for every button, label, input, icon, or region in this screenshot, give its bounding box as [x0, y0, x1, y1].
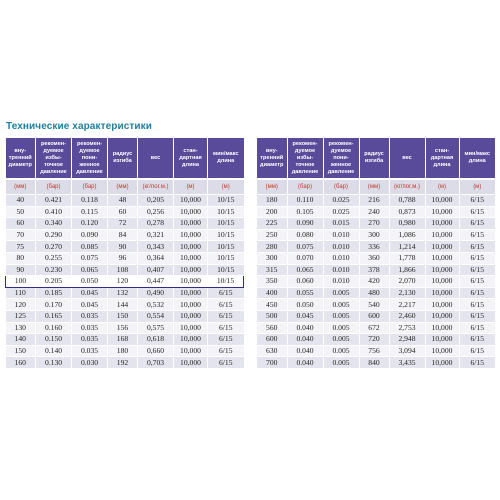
- table-cell: 0.010: [323, 264, 359, 276]
- table-cell: 300: [359, 229, 389, 241]
- unit-cell: (бар): [287, 179, 323, 195]
- table-cell: 480: [359, 287, 389, 299]
- table-cell: 360: [359, 252, 389, 264]
- unit-cell: (м): [459, 179, 495, 195]
- table-row: [6, 218, 244, 230]
- table-row: [6, 252, 244, 264]
- table-row: [6, 345, 244, 357]
- table-cell: 10,000: [174, 218, 208, 230]
- table-row: [6, 264, 244, 276]
- table-row: [257, 206, 495, 218]
- table-cell: 6/15: [208, 357, 244, 369]
- table-cell: 10,000: [174, 264, 208, 276]
- unit-cell: (бар): [36, 179, 72, 195]
- table-cell: 180: [108, 345, 138, 357]
- column-header: радиус изгиба: [359, 138, 389, 179]
- table-row: [6, 241, 244, 253]
- column-header: вес: [138, 138, 174, 179]
- table-row: [6, 299, 244, 311]
- table-cell: 700: [257, 357, 287, 369]
- table-cell: 0,554: [138, 310, 174, 322]
- table-cell: 0,660: [138, 345, 174, 357]
- table-cell: 150: [6, 345, 36, 357]
- table-cell: 0.035: [72, 322, 108, 334]
- table-cell: 168: [108, 334, 138, 346]
- table-cell: 10,000: [174, 334, 208, 346]
- table-cell: 80: [6, 252, 36, 264]
- table-cell: 672: [359, 322, 389, 334]
- table-cell: 0.160: [36, 322, 72, 334]
- table-cell: 100: [6, 276, 36, 288]
- table-cell: 10,000: [425, 206, 459, 218]
- table-cell: 0.080: [287, 229, 323, 241]
- table-row: [257, 357, 495, 369]
- unit-cell: (м): [425, 179, 459, 195]
- table-cell: 0,447: [138, 276, 174, 288]
- table-row: [6, 287, 244, 299]
- table-cell: 6/15: [459, 229, 495, 241]
- table-cell: 0.010: [323, 252, 359, 264]
- column-header: рекомен- дуемое избы- точное давление: [36, 138, 72, 179]
- table-cell: 250: [257, 229, 287, 241]
- table-cell: 350: [257, 276, 287, 288]
- table-cell: 10,000: [174, 345, 208, 357]
- table-cell: 10,000: [174, 229, 208, 241]
- table-cell: 200: [257, 206, 287, 218]
- table-row-highlighted: [6, 276, 244, 288]
- table-cell: 0.170: [36, 299, 72, 311]
- table-cell: 0,980: [389, 218, 425, 230]
- table-cell: 756: [359, 345, 389, 357]
- table-cell: 48: [108, 195, 138, 207]
- table-cell: 336: [359, 241, 389, 253]
- table-cell: 0.115: [72, 206, 108, 218]
- table-cell: 3,094: [389, 345, 425, 357]
- table-cell: 1,214: [389, 241, 425, 253]
- table-cell: 0,703: [138, 357, 174, 369]
- table-cell: 0.205: [36, 276, 72, 288]
- table-cell: 110: [6, 287, 36, 299]
- table-row: [257, 218, 495, 230]
- table-cell: 6/15: [459, 334, 495, 346]
- table-cell: 2,130: [389, 287, 425, 299]
- table-cell: 216: [359, 195, 389, 207]
- table-cell: 160: [6, 357, 36, 369]
- table-cell: 0,618: [138, 334, 174, 346]
- table-cell: 6/15: [459, 276, 495, 288]
- table-cell: 0.015: [323, 218, 359, 230]
- table-cell: 180: [257, 195, 287, 207]
- table-cell: 6/15: [208, 334, 244, 346]
- table-cell: 10,000: [174, 195, 208, 207]
- table-cell: 450: [257, 299, 287, 311]
- table-cell: 84: [108, 229, 138, 241]
- table-cell: 0,532: [138, 299, 174, 311]
- table-cell: 60: [6, 218, 36, 230]
- table-cell: 378: [359, 264, 389, 276]
- table-cell: 10,000: [174, 310, 208, 322]
- table-cell: 90: [108, 241, 138, 253]
- table-cell: 1,866: [389, 264, 425, 276]
- table-cell: 0.065: [72, 264, 108, 276]
- table-cell: 6/15: [459, 206, 495, 218]
- table-row: [257, 345, 495, 357]
- table-cell: 0.140: [36, 345, 72, 357]
- table-row: [6, 310, 244, 322]
- table-cell: 6/15: [459, 252, 495, 264]
- table-cell: 0,873: [389, 206, 425, 218]
- table-cell: 6/15: [459, 299, 495, 311]
- table-cell: 0.005: [323, 357, 359, 369]
- table-cell: 10,000: [174, 206, 208, 218]
- table-cell: 10,000: [174, 299, 208, 311]
- table-cell: 10,000: [174, 241, 208, 253]
- table-cell: 0.118: [72, 195, 108, 207]
- table-cell: 300: [257, 252, 287, 264]
- table-header-row: [6, 138, 244, 179]
- table-cell: 0.055: [287, 287, 323, 299]
- table-cell: 0.040: [287, 334, 323, 346]
- unit-cell: (кг/пог.м.): [389, 179, 425, 195]
- table-cell: 10,000: [174, 252, 208, 264]
- table-cell: 90: [6, 264, 36, 276]
- table-cell: 120: [6, 299, 36, 311]
- table-cell: 10/15: [208, 206, 244, 218]
- column-header: рекомен- дуемое пони- женное давление: [323, 138, 359, 179]
- column-header: радиус изгиба: [108, 138, 138, 179]
- table-cell: 0.035: [72, 345, 108, 357]
- table-cell: 600: [359, 310, 389, 322]
- table-row: [257, 264, 495, 276]
- table-cell: 6/15: [208, 345, 244, 357]
- table-cell: 10,000: [174, 276, 208, 288]
- table-cell: 0,205: [138, 195, 174, 207]
- table-cell: 2,070: [389, 276, 425, 288]
- table-cell: 400: [257, 287, 287, 299]
- column-header: вну- тренний диаметр: [6, 138, 36, 179]
- table-cell: 560: [257, 322, 287, 334]
- table-cell: 10/15: [208, 241, 244, 253]
- table-row: [6, 206, 244, 218]
- table-cell: 60: [108, 206, 138, 218]
- table-cell: 10/15: [208, 252, 244, 264]
- table-cell: 0,278: [138, 218, 174, 230]
- table-cell: 144: [108, 299, 138, 311]
- table-cell: 10/15: [208, 195, 244, 207]
- table-cell: 125: [6, 310, 36, 322]
- table-row: [257, 229, 495, 241]
- table-cell: 0.185: [36, 287, 72, 299]
- table-cell: 0.421: [36, 195, 72, 207]
- table-cell: 10,000: [425, 357, 459, 369]
- column-header: стан- дартная длина: [174, 138, 208, 179]
- unit-cell: (мм): [108, 179, 138, 195]
- table-cell: 0.070: [287, 252, 323, 264]
- table-cell: 132: [108, 287, 138, 299]
- table-cell: 10,000: [425, 322, 459, 334]
- table-cell: 0.010: [323, 229, 359, 241]
- table-cell: 2,217: [389, 299, 425, 311]
- table-cell: 0.290: [36, 229, 72, 241]
- specs-table-left: [5, 138, 244, 369]
- table-row: [6, 334, 244, 346]
- table-cell: 0.040: [287, 345, 323, 357]
- table-cell: 0.005: [323, 334, 359, 346]
- page-title: Технические характеристики: [6, 121, 152, 132]
- table-cell: 0,788: [389, 195, 425, 207]
- table-row: [257, 195, 495, 207]
- table-cell: 108: [108, 264, 138, 276]
- table-cell: 0.045: [72, 299, 108, 311]
- table-cell: 0.105: [287, 206, 323, 218]
- table-cell: 6/15: [459, 287, 495, 299]
- table-cell: 10,000: [425, 287, 459, 299]
- table-cell: 6/15: [459, 218, 495, 230]
- table-cell: 6/15: [459, 310, 495, 322]
- table-cell: 0.130: [36, 357, 72, 369]
- table-cell: 6/15: [459, 357, 495, 369]
- table-row: [257, 241, 495, 253]
- table-cell: 0.110: [287, 195, 323, 207]
- table-cell: 10,000: [425, 195, 459, 207]
- column-header: вну- тренний диаметр: [257, 138, 287, 179]
- unit-cell: (м): [208, 179, 244, 195]
- table-cell: 1,778: [389, 252, 425, 264]
- table-cell: 0.005: [323, 299, 359, 311]
- table-cell: 225: [257, 218, 287, 230]
- table-cell: 540: [359, 299, 389, 311]
- table-cell: 0.230: [36, 264, 72, 276]
- table-cell: 500: [257, 310, 287, 322]
- table-row: [6, 229, 244, 241]
- table-cell: 0.065: [287, 264, 323, 276]
- table-row: [257, 334, 495, 346]
- table-cell: 10/15: [208, 264, 244, 276]
- table-row: [257, 287, 495, 299]
- table-row: [257, 310, 495, 322]
- table-cell: 1,086: [389, 229, 425, 241]
- table-header-row: [257, 138, 495, 179]
- column-header: мин/макс длина: [459, 138, 495, 179]
- table-cell: 240: [359, 206, 389, 218]
- table-cell: 140: [6, 334, 36, 346]
- table-row: [6, 195, 244, 207]
- table-cell: 0.045: [287, 310, 323, 322]
- unit-cell: (кг/пог.м.): [138, 179, 174, 195]
- table-cell: 420: [359, 276, 389, 288]
- unit-cell: (м): [174, 179, 208, 195]
- table-cell: 0.090: [287, 218, 323, 230]
- table-cell: 10,000: [425, 276, 459, 288]
- table-cell: 0.045: [72, 287, 108, 299]
- table-cell: 6/15: [459, 264, 495, 276]
- table-cell: 10,000: [425, 218, 459, 230]
- table-row: [257, 322, 495, 334]
- table-cell: 96: [108, 252, 138, 264]
- table-cell: 0,343: [138, 241, 174, 253]
- table-cell: 10,000: [174, 287, 208, 299]
- table-cell: 75: [6, 241, 36, 253]
- table-cell: 0.050: [72, 276, 108, 288]
- table-cell: 10,000: [425, 310, 459, 322]
- table-cell: 0.040: [287, 357, 323, 369]
- table-cell: 0.010: [323, 241, 359, 253]
- table-cell: 0.040: [287, 322, 323, 334]
- table-cell: 600: [257, 334, 287, 346]
- table-cell: 0,256: [138, 206, 174, 218]
- units-row: [6, 179, 244, 195]
- table-cell: 2,948: [389, 334, 425, 346]
- table-cell: 0.005: [323, 322, 359, 334]
- table-cell: 0.075: [72, 252, 108, 264]
- table-cell: 0.120: [72, 218, 108, 230]
- column-header: стан- дартная длина: [425, 138, 459, 179]
- table-cell: 0.060: [287, 276, 323, 288]
- table-cell: 0.050: [287, 299, 323, 311]
- table-cell: 0.075: [287, 241, 323, 253]
- table-cell: 0.005: [323, 345, 359, 357]
- table-cell: 130: [6, 322, 36, 334]
- table-row: [257, 299, 495, 311]
- table-cell: 0.270: [36, 241, 72, 253]
- table-cell: 72: [108, 218, 138, 230]
- table-cell: 840: [359, 357, 389, 369]
- table-cell: 0.090: [72, 229, 108, 241]
- table-cell: 10,000: [425, 264, 459, 276]
- table-cell: 280: [257, 241, 287, 253]
- table-cell: 0.340: [36, 218, 72, 230]
- table-cell: 0.025: [323, 195, 359, 207]
- specs-table-right: [257, 138, 495, 369]
- table-row: [6, 357, 244, 369]
- table-cell: 6/15: [208, 322, 244, 334]
- column-header: рекомен- дуемое избы- точное давление: [287, 138, 323, 179]
- table-cell: 192: [108, 357, 138, 369]
- table-cell: 720: [359, 334, 389, 346]
- unit-cell: (бар): [323, 179, 359, 195]
- table-cell: 315: [257, 264, 287, 276]
- unit-cell: (мм): [6, 179, 36, 195]
- table-cell: 6/15: [459, 241, 495, 253]
- table-cell: 40: [6, 195, 36, 207]
- table-cell: 10,000: [174, 357, 208, 369]
- table-cell: 270: [359, 218, 389, 230]
- table-cell: 70: [6, 229, 36, 241]
- table-cell: 0.005: [323, 310, 359, 322]
- table-row: [257, 276, 495, 288]
- table-cell: 2,460: [389, 310, 425, 322]
- table-cell: 156: [108, 322, 138, 334]
- table-cell: 0,364: [138, 252, 174, 264]
- unit-cell: (мм): [359, 179, 389, 195]
- table-cell: 6/15: [459, 322, 495, 334]
- table-cell: 6/15: [208, 299, 244, 311]
- table-cell: 10/15: [208, 276, 244, 288]
- table-cell: 3,435: [389, 357, 425, 369]
- table-cell: 150: [108, 310, 138, 322]
- table-cell: 0.010: [323, 276, 359, 288]
- table-cell: 0,407: [138, 264, 174, 276]
- table-cell: 0.150: [36, 334, 72, 346]
- unit-cell: (мм): [257, 179, 287, 195]
- table-cell: 6/15: [459, 195, 495, 207]
- table-cell: 10,000: [425, 252, 459, 264]
- table-cell: 630: [257, 345, 287, 357]
- table-cell: 10/15: [208, 218, 244, 230]
- table-cell: 0.035: [72, 310, 108, 322]
- column-header: рекомен- дуемое пони- женное давление: [72, 138, 108, 179]
- table-cell: 0,490: [138, 287, 174, 299]
- table-row: [257, 252, 495, 264]
- table-cell: 10,000: [425, 229, 459, 241]
- table-cell: 0.255: [36, 252, 72, 264]
- table-cell: 10,000: [425, 299, 459, 311]
- column-header: мин/макс длина: [208, 138, 244, 179]
- table-cell: 0.030: [72, 357, 108, 369]
- unit-cell: (бар): [72, 179, 108, 195]
- table-cell: 50: [6, 206, 36, 218]
- table-cell: 6/15: [208, 310, 244, 322]
- table-cell: 6/15: [459, 345, 495, 357]
- table-cell: 0.410: [36, 206, 72, 218]
- table-cell: 10,000: [174, 322, 208, 334]
- column-header: вес: [389, 138, 425, 179]
- table-cell: 120: [108, 276, 138, 288]
- table-cell: 0.165: [36, 310, 72, 322]
- table-row: [6, 322, 244, 334]
- table-cell: 10,000: [425, 345, 459, 357]
- table-cell: 0.085: [72, 241, 108, 253]
- table-cell: 0.035: [72, 334, 108, 346]
- table-cell: 0,321: [138, 229, 174, 241]
- table-cell: 6/15: [208, 287, 244, 299]
- table-cell: 0.025: [323, 206, 359, 218]
- table-cell: 10/15: [208, 229, 244, 241]
- units-row: [257, 179, 495, 195]
- table-cell: 10,000: [425, 334, 459, 346]
- table-cell: 10,000: [425, 241, 459, 253]
- table-cell: 0,575: [138, 322, 174, 334]
- table-cell: 2,753: [389, 322, 425, 334]
- table-cell: 0.005: [323, 287, 359, 299]
